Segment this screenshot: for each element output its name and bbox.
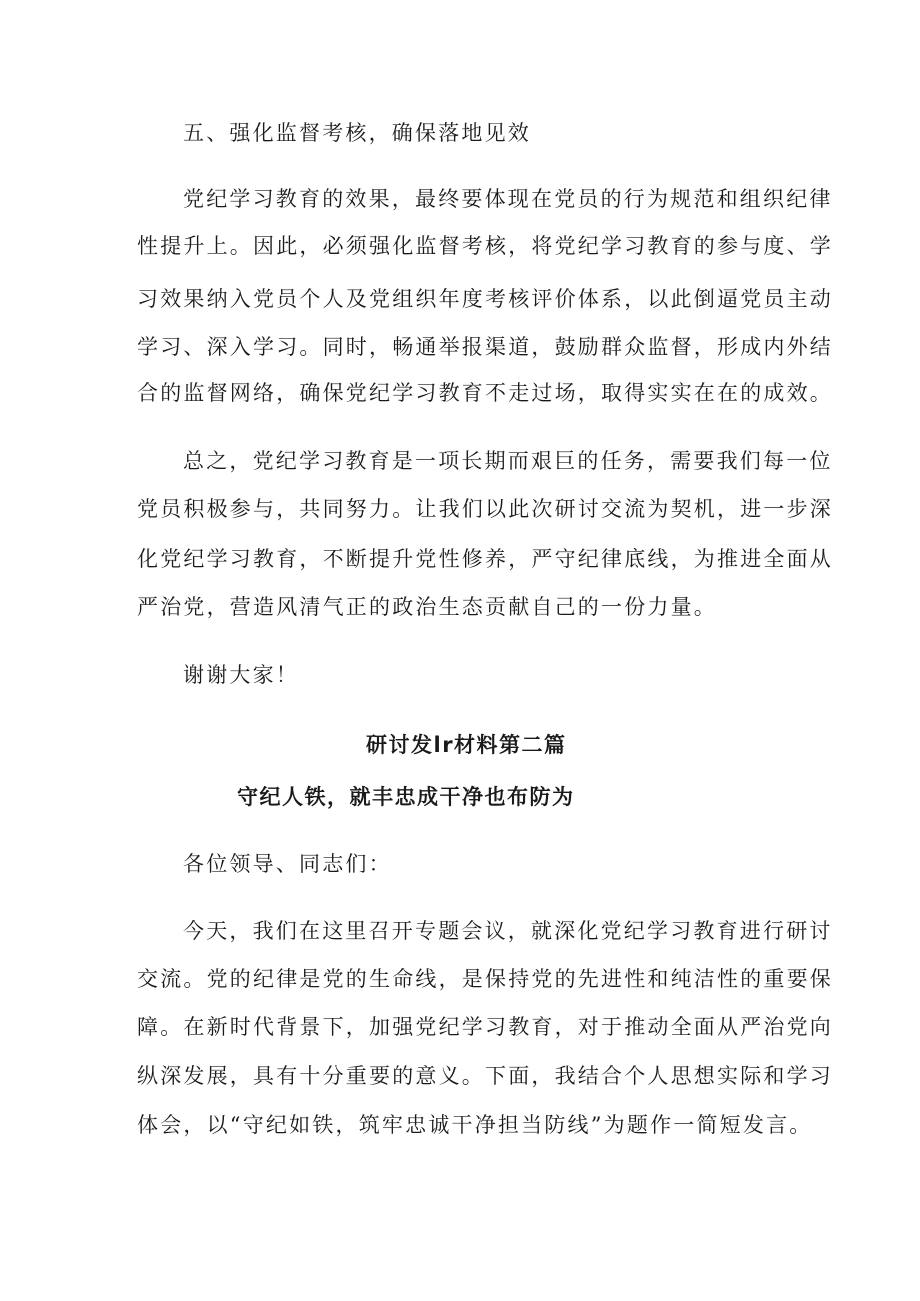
second-article-title: 研讨发lr材料第二篇: [366, 733, 567, 757]
paragraph-line: 今天，我们在这里召开专题会议，就深化党纪学习教育进行研讨: [183, 919, 833, 943]
paragraph-line: 党员积极参与，共同努力。让我们以此次研讨交流为契机，进一步深: [137, 497, 833, 521]
paragraph-line: 交流。党的纪律是党的生命线，是保持党的先进性和纯洁性的重要保: [137, 967, 833, 991]
paragraph-line: 障。在新时代背景下，加强党纪学习教育，对于推动全面从严治党向: [137, 1015, 833, 1039]
paragraph-line: 化党纪学习教育，不断提升党性修养，严守纪律底线，为推进全面从: [137, 547, 833, 571]
paragraph-line: 纵深发展，具有十分重要的意义。下面，我结合个人思想实际和学习: [137, 1064, 833, 1088]
paragraph-line: 性提升上。因此，必须强化监督考核，将党纪学习教育的参与度、学: [137, 234, 833, 258]
paragraph-line: 合的监督网络，确保党纪学习教育不走过场，取得实实在在的成效。: [137, 381, 833, 405]
paragraph-line: 体会，以“守纪如铁，筑牢忠诚干净担当防线”为题作一简短发言。: [137, 1113, 813, 1137]
section-heading: 五、强化监督考核，确保落地见效: [183, 121, 531, 145]
salutation: 各位领导、同志们：: [183, 852, 392, 876]
paragraph-line: 严治党，营造风清气正的政治生态贡献自己的一份力量。: [137, 595, 717, 619]
paragraph-line: 党纪学习教育的效果，最终要体现在党员的行为规范和组织纪律: [183, 187, 833, 211]
thanks-line: 谢谢大家！: [183, 663, 299, 687]
paragraph-line: 学习、深入学习。同时，畅通举报渠道，鼓励群众监督，形成内外结: [137, 335, 833, 359]
paragraph-line: 习效果纳入党员个人及党组织年度考核评价体系，以此倒逼党员主动: [137, 287, 833, 311]
paragraph-line: 总之，党纪学习教育是一项长期而艰巨的任务，需要我们每一位: [183, 449, 833, 473]
second-article-subtitle: 守纪人铁，就丰忠成干净也布防为: [237, 785, 575, 809]
